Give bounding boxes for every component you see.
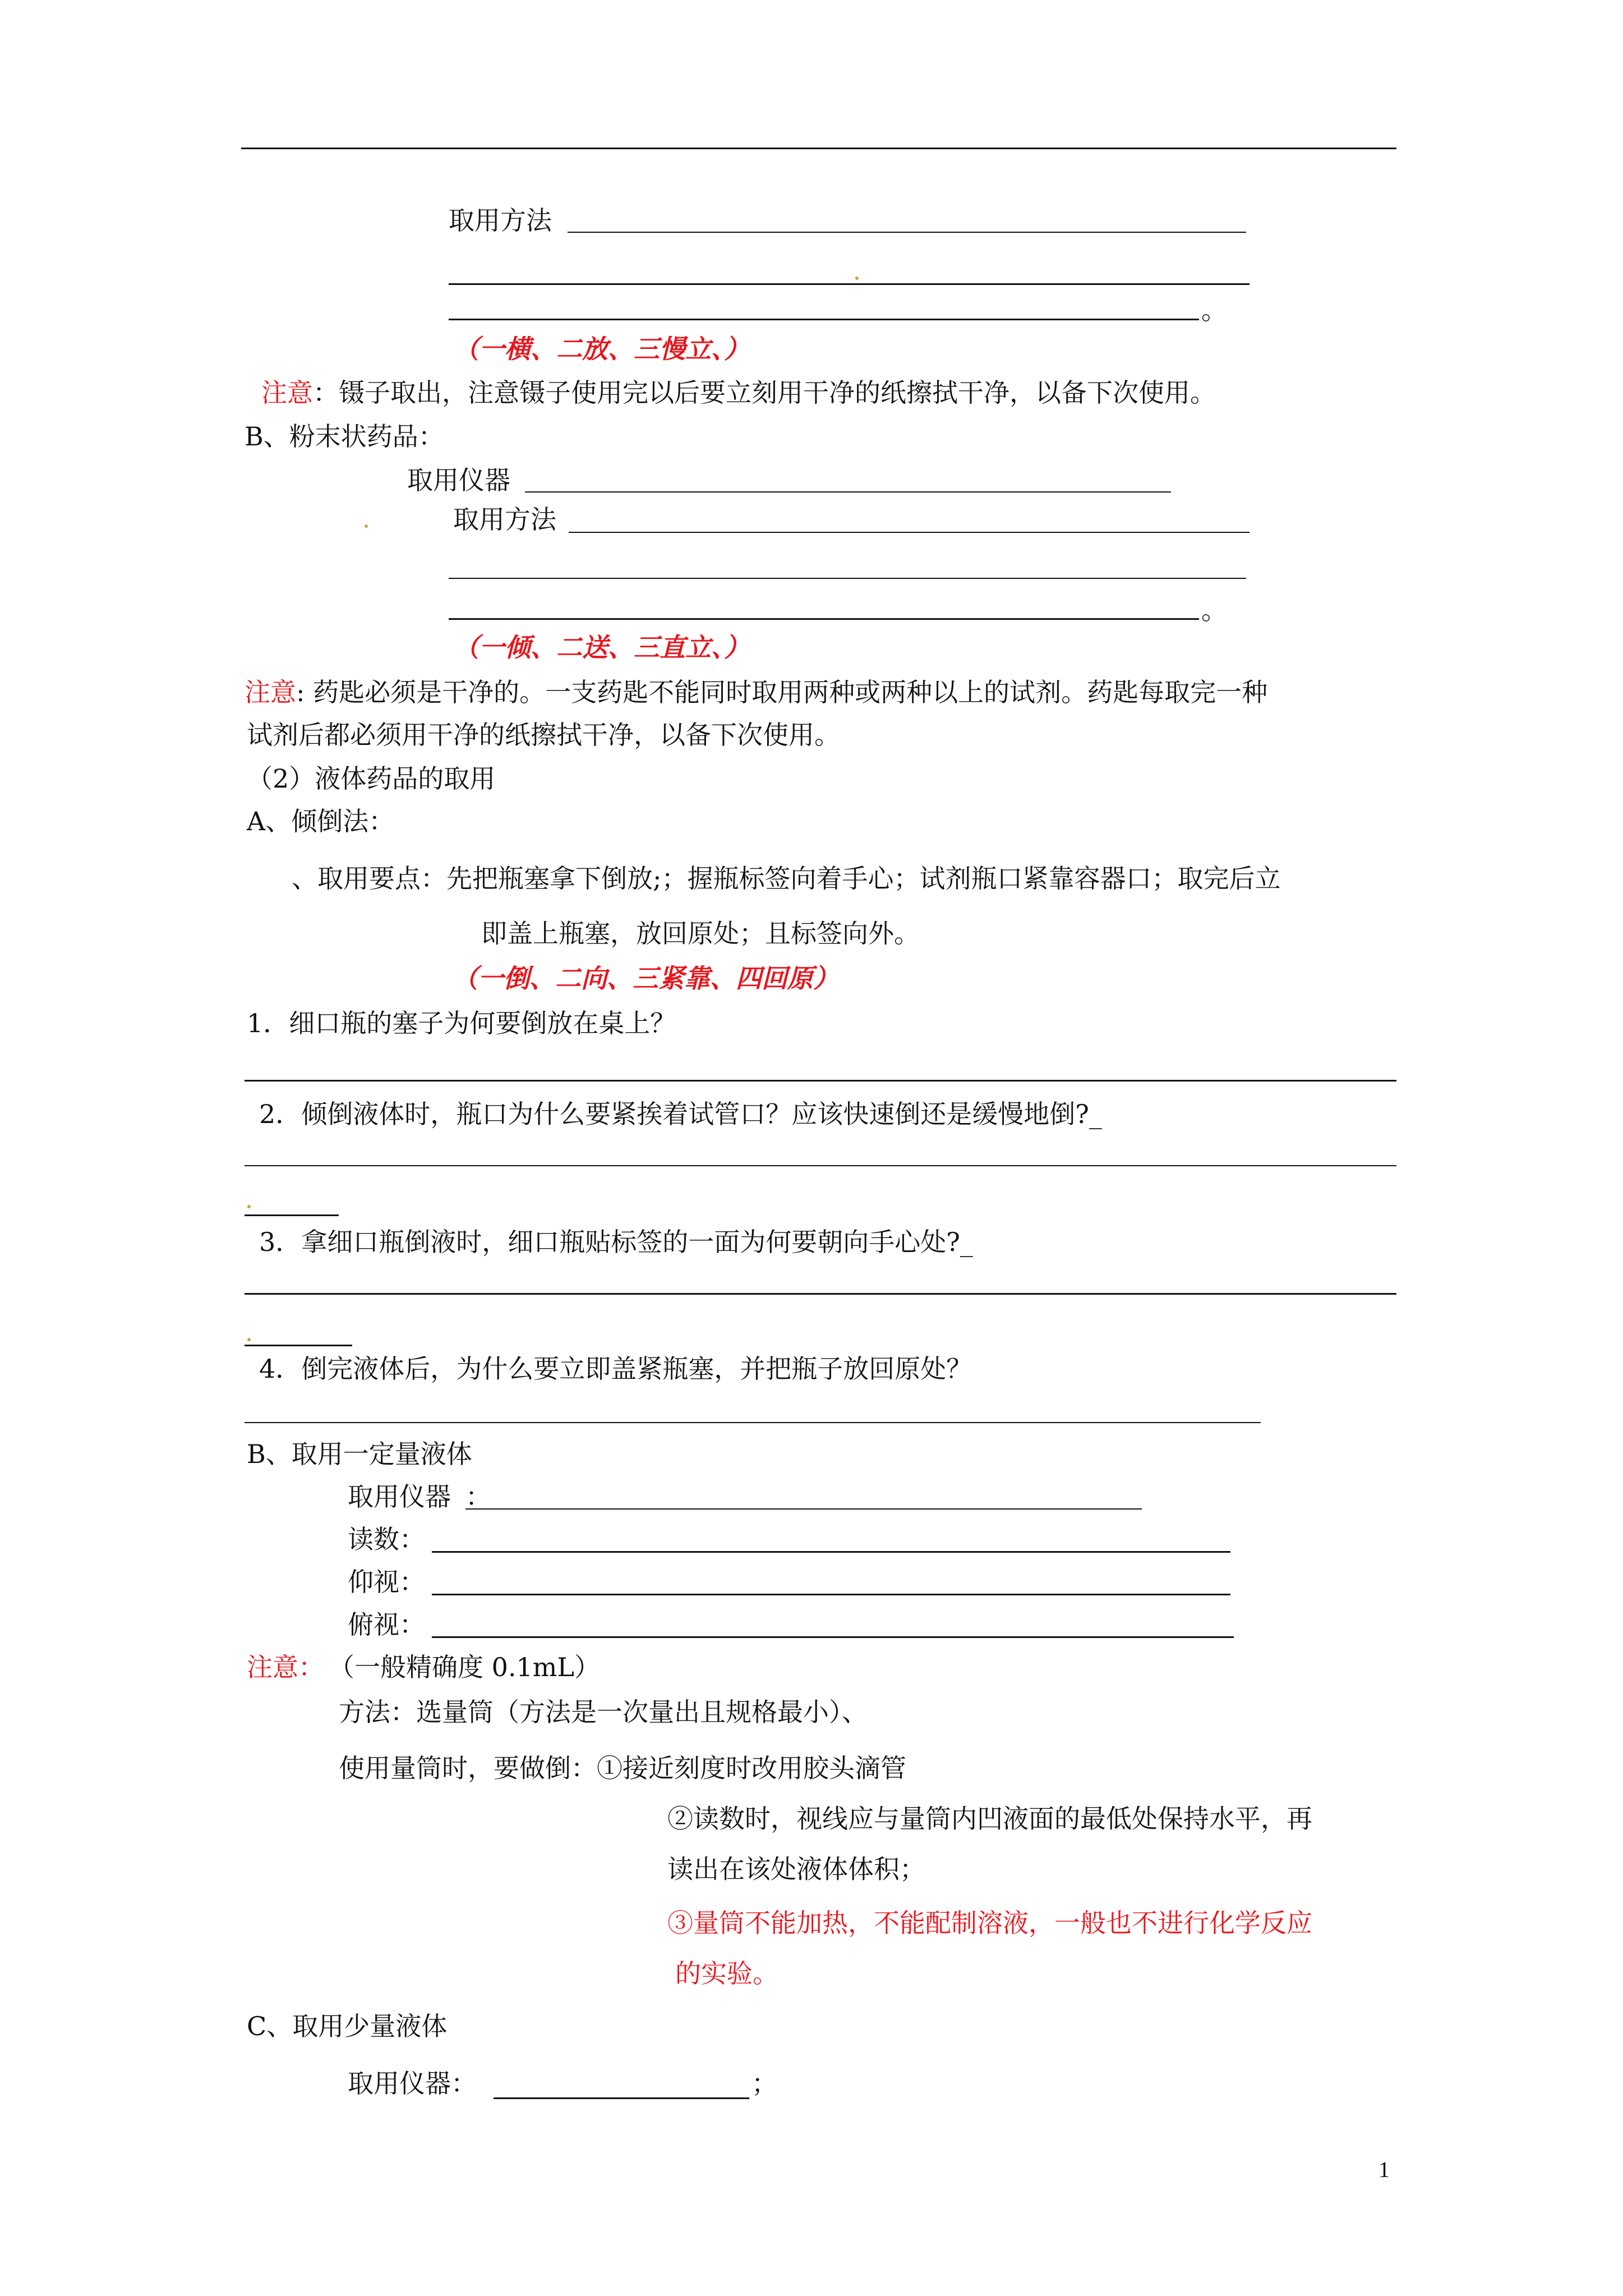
upward-label: 仰视： xyxy=(348,1567,425,1597)
fill-blank xyxy=(494,2097,749,2099)
period: 。 xyxy=(1201,595,1227,625)
question-3: 3．拿细口瓶倒液时，细口瓶贴标签的一面为何要朝向手心处?_ xyxy=(259,1227,973,1257)
question-2: 2．倾倒液体时，瓶口为什么要紧挨着试管口？应该快速倒还是缓慢地倒?_ xyxy=(259,1099,1102,1129)
note-label: 注意： xyxy=(247,1652,324,1682)
answer-line xyxy=(245,1293,1396,1295)
points-line: 即盖上瓶塞，放回原处；且标签向外。 xyxy=(481,918,920,949)
sub-heading: A、倾倒法： xyxy=(247,806,395,836)
section-heading: C、取用少量液体 xyxy=(247,2011,448,2041)
speck-mark xyxy=(855,277,859,280)
note-line: 试剂后都必须用干净的纸擦拭干净，以备下次使用。 xyxy=(247,720,840,750)
method-text: 方法：选量筒（方法是一次量出且规格最小）、 xyxy=(339,1697,868,1727)
section-heading: B、粉末状药品： xyxy=(245,421,444,452)
header-rule xyxy=(241,148,1396,149)
points-line: 、取用要点：先把瓶塞拿下倒放;；握瓶标签向着手心；试剂瓶口紧靠容器口；取完后立 xyxy=(292,863,1281,894)
answer-line xyxy=(245,1345,352,1346)
fill-blank xyxy=(569,532,1249,533)
downward-label: 俯视： xyxy=(348,1609,425,1640)
speck-mark xyxy=(247,1338,251,1341)
colon: ： xyxy=(465,1481,491,1512)
section-heading: （2）液体药品的取用 xyxy=(247,763,496,794)
instrument-label: 取用仪器 xyxy=(407,465,510,495)
semicolon: ； xyxy=(751,2068,777,2099)
note-text: （一般精确度 0.1mL） xyxy=(329,1652,600,1682)
use-text: 使用量筒时，要做倒：①接近刻度时改用胶头滴管 xyxy=(339,1753,906,1783)
rule-item-warning: ③量筒不能加热，不能配制溶液，一般也不进行化学反应 xyxy=(667,1908,1312,1938)
fill-blank xyxy=(449,618,1199,620)
answer-line xyxy=(245,1214,339,1216)
method-label: 取用方法 xyxy=(449,205,552,236)
fill-blank xyxy=(525,491,1171,493)
method-label: 取用方法 xyxy=(453,504,556,535)
speck-mark xyxy=(247,1205,251,1208)
note-label: 注意 xyxy=(261,378,313,408)
speck-mark xyxy=(365,524,368,528)
note-text: ：镊子取出，注意镊子使用完以后要立刻用干净的纸擦拭干净，以备下次使用。 xyxy=(313,378,1216,408)
instrument-label: 取用仪器： xyxy=(348,2068,477,2099)
fill-blank xyxy=(432,1551,1230,1553)
fill-blank xyxy=(568,232,1246,233)
instrument-label: 取用仪器 xyxy=(348,1481,451,1512)
mnemonic: （一横、二放、三慢立、） xyxy=(453,334,750,364)
note-label: 注意 xyxy=(245,677,296,707)
answer-line xyxy=(245,1165,1396,1166)
rule-item-warning: 的实验。 xyxy=(675,1958,778,1989)
question-4: 4．倒完液体后，为什么要立即盖紧瓶塞，并把瓶子放回原处？ xyxy=(259,1354,972,1384)
note-line: : 药匙必须是干净的。一支药匙不能同时取用两种或两种以上的试剂。药匙每取完一种 xyxy=(296,677,1268,707)
page-number: 1 xyxy=(1378,2157,1390,2182)
rule-item: ②读数时，视线应与量筒内凹液面的最低处保持水平，再 xyxy=(667,1803,1312,1834)
fill-blank xyxy=(465,1508,1142,1510)
fill-blank xyxy=(449,283,1249,285)
fill-blank xyxy=(432,1636,1234,1638)
answer-line xyxy=(245,1080,1396,1082)
question-1: 1．细口瓶的塞子为何要倒放在桌上？ xyxy=(247,1008,676,1038)
period: 。 xyxy=(1201,295,1227,325)
answer-line xyxy=(245,1422,1261,1423)
fill-blank xyxy=(432,1594,1230,1595)
fill-blank xyxy=(449,319,1199,320)
mnemonic: （一倒、二向、三紧靠、四回原） xyxy=(452,963,839,993)
rule-item: 读出在该处液体体积； xyxy=(667,1854,925,1884)
reading-label: 读数： xyxy=(348,1524,425,1554)
mnemonic: （一倾、二送、三直立、） xyxy=(453,632,750,662)
section-heading: B、取用一定量液体 xyxy=(247,1439,472,1469)
fill-blank xyxy=(449,578,1246,579)
